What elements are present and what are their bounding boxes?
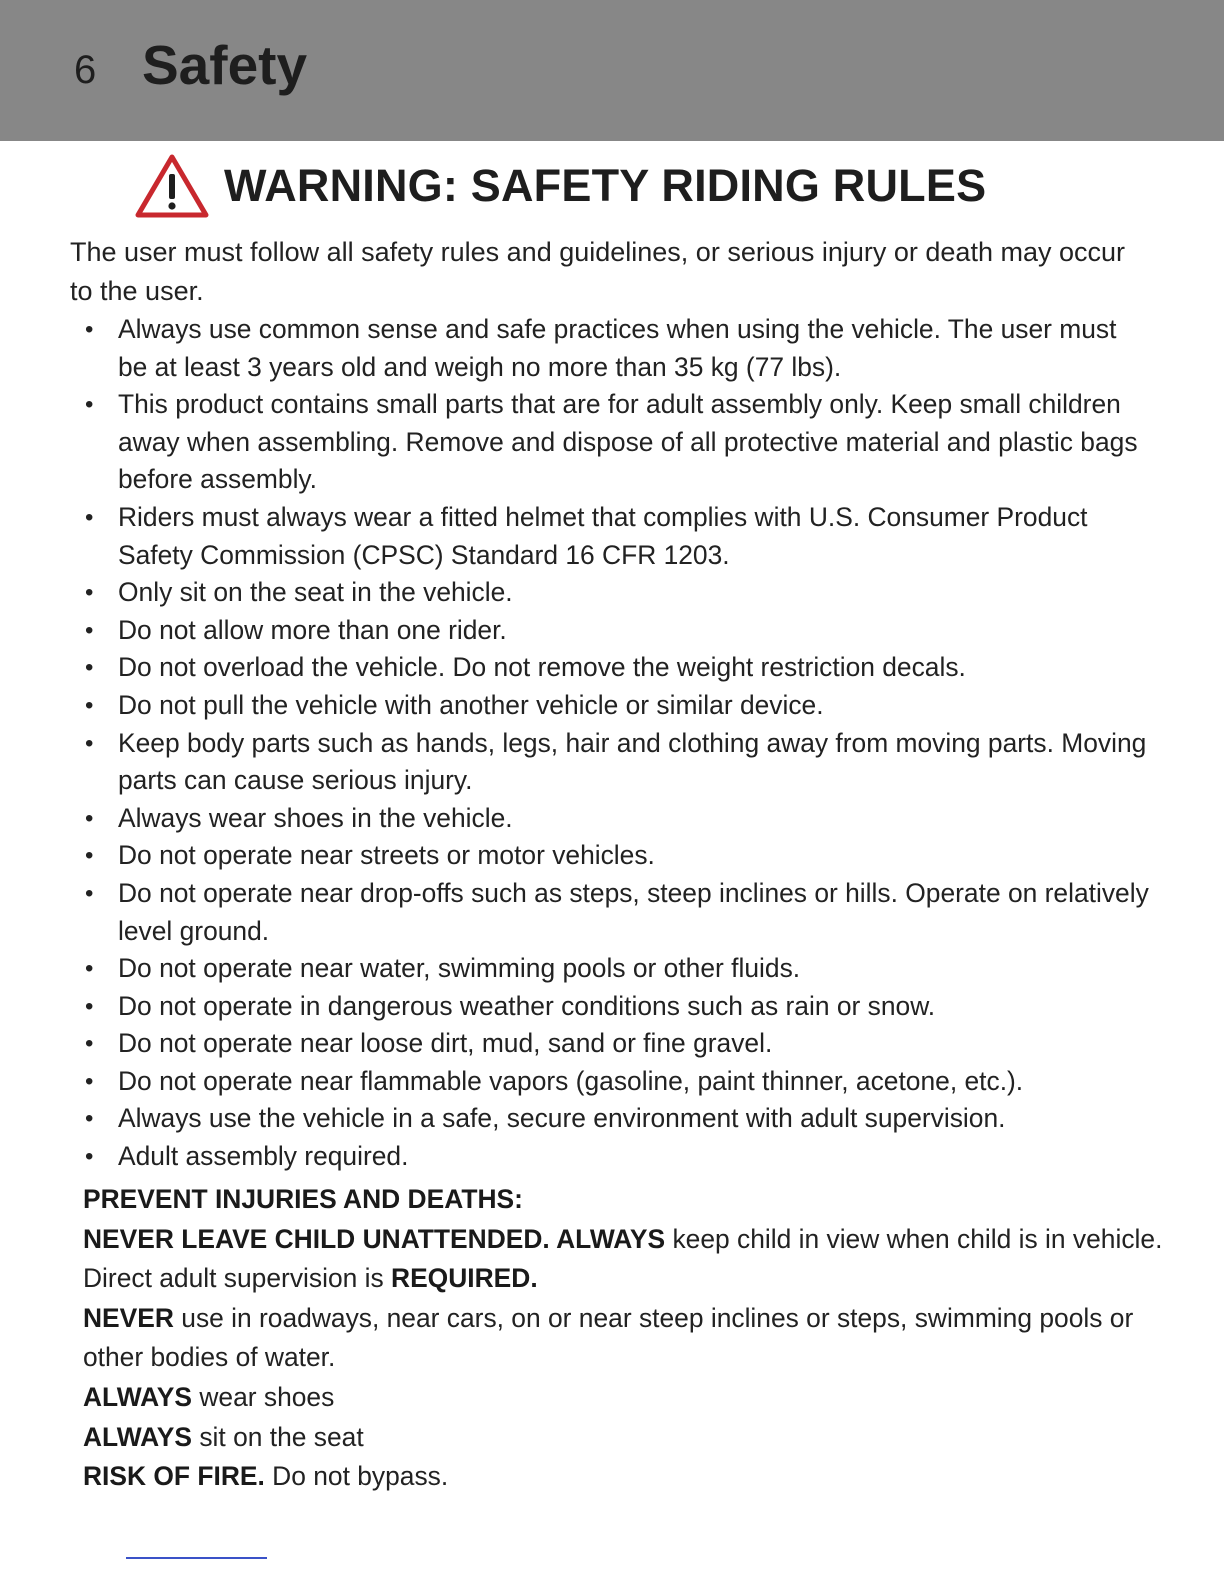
bullet-marker: •: [85, 1143, 94, 1171]
prevent-line-supervision: NEVER LEAVE CHILD UNATTENDED. ALWAYS keep child in view when child is in vehicle. Direct adult supervision is REQUIRED.: [83, 1223, 1163, 1294]
list-item: • Do not operate near drop-offs such as steps, steep inclines or hills. Operate on relatively level ground.: [70, 875, 1150, 950]
bullet-marker: •: [85, 1105, 94, 1133]
safety-rules-list: [70, 311, 1150, 1176]
list-item: • Do not operate near water, swimming pools or other fluids.: [70, 950, 1150, 988]
prevent-line-roadways: NEVER use in roadways, near cars, on or near steep inclines or steps, swimming pools or other bodies of water.: [83, 1302, 1134, 1373]
list-item: • Keep body parts such as hands, legs, hair and clothing away from moving parts. Moving parts can cause serious injury.: [70, 725, 1150, 800]
warning-heading: [134, 152, 986, 220]
bullet-marker: •: [85, 503, 94, 531]
bullet-marker: •: [85, 616, 94, 644]
list-item: • Always wear shoes in the vehicle.: [70, 800, 1150, 838]
bullet-marker: •: [85, 691, 94, 719]
bullet-marker: •: [85, 992, 94, 1020]
bullet-marker: •: [85, 391, 94, 419]
prevent-line-fire: RISK OF FIRE. Do not bypass.: [83, 1461, 449, 1492]
prevent-injuries-block: [83, 1180, 1163, 1497]
section-title: Safety: [142, 34, 308, 96]
page-number: 6: [74, 48, 97, 92]
bullet-marker: •: [85, 842, 94, 870]
bullet-marker: •: [85, 955, 94, 983]
list-item: • Do not operate near streets or motor vehicles.: [70, 837, 1150, 875]
bullet-marker: •: [85, 654, 94, 682]
bullet-marker: •: [85, 1030, 94, 1058]
list-item: • This product contains small parts that are for adult assembly only. Keep small children away when assembling. Remove and dispose of all protective material and plastic bags before assembly.: [70, 386, 1150, 499]
list-item: • Adult assembly required.: [70, 1138, 1150, 1176]
warning-triangle-icon: [134, 153, 210, 219]
bullet-marker: •: [85, 1067, 94, 1095]
prevent-line-shoes: ALWAYS wear shoes: [83, 1381, 335, 1412]
bullet-marker: •: [85, 729, 94, 757]
bullet-marker: •: [85, 579, 94, 607]
footer-rule: [126, 1557, 267, 1559]
list-item: • Always use the vehicle in a safe, secure environment with adult supervision.: [70, 1100, 1150, 1138]
list-item: • Do not operate in dangerous weather conditions such as rain or snow.: [70, 988, 1150, 1026]
list-item: • Only sit on the seat in the vehicle.: [70, 574, 1150, 612]
bullet-marker: •: [85, 316, 94, 343]
prevent-heading: PREVENT INJURIES AND DEATHS:: [83, 1184, 523, 1214]
intro-paragraph: The user must follow all safety rules and guidelines, or serious injury or death may occur to the user.: [70, 237, 1125, 306]
list-item: • Do not operate near loose dirt, mud, sand or fine gravel.: [70, 1025, 1150, 1063]
bullet-marker: •: [85, 879, 94, 907]
list-item: • Do not allow more than one rider.: [70, 612, 1150, 650]
page-header: [0, 0, 1224, 141]
list-item: • Riders must always wear a fitted helmet that complies with U.S. Consumer Product Safety Commission (CPSC) Standard 16 CFR 1203.: [70, 499, 1150, 574]
list-item: • Do not overload the vehicle. Do not remove the weight restriction decals.: [70, 649, 1150, 687]
prevent-line-seat: ALWAYS sit on the seat: [83, 1421, 364, 1452]
list-item: • Do not pull the vehicle with another vehicle or similar device.: [70, 687, 1150, 725]
bullet-marker: •: [85, 804, 94, 832]
list-item: • Always use common sense and safe practices when using the vehicle. The user must be at least 3 years old and weigh no more than 35 kg (77 lbs).: [70, 311, 1150, 386]
warning-title: WARNING: SAFETY RIDING RULES: [224, 160, 987, 211]
list-item: • Do not operate near flammable vapors (gasoline, paint thinner, acetone, etc.).: [70, 1063, 1150, 1101]
